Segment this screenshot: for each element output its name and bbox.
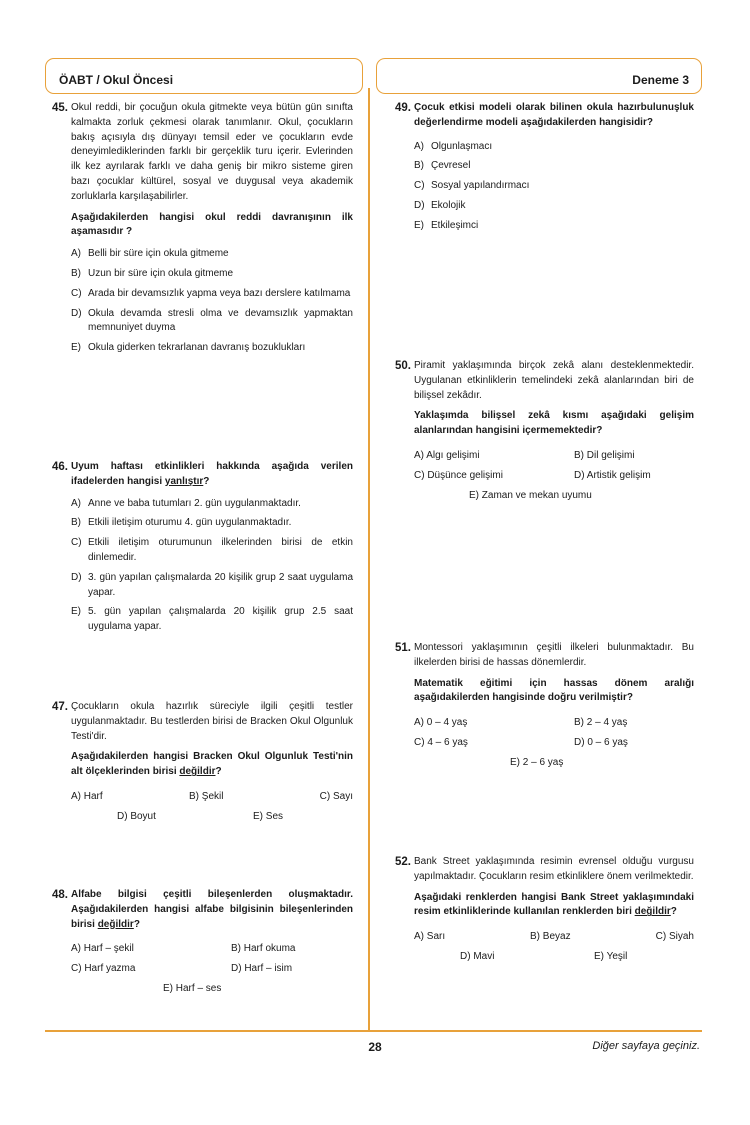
question-46 <box>52 460 353 640</box>
option-c[interactable]: C) Sosyal yapılandırmacı <box>414 180 530 192</box>
question-number: 48. <box>52 889 68 901</box>
option-c[interactable]: C) Siyah <box>655 931 694 943</box>
option-e[interactable]: E) Etkileşimci <box>414 219 479 231</box>
options-list <box>71 497 353 635</box>
option-a[interactable]: A) Olgunlaşmacı <box>414 140 493 152</box>
question-prompt: Matematik eğitimi için hassas dönem aralığı aşağıdakilerden hangisinde doğru verilmiştir? <box>414 677 694 704</box>
option-b[interactable]: B) Şekil <box>189 790 224 802</box>
option-a[interactable]: A) Belli bir süre için okula gitmeme <box>71 248 229 260</box>
header-left-box <box>45 58 363 94</box>
header-right-box <box>376 58 702 94</box>
question-number: 50. <box>395 360 411 372</box>
question-prompt: Aşağıdakilerden hangisi Bracken Okul Olgunluk Testi'nin alt ölçeklerinden birisi değildir? <box>71 751 353 778</box>
option-c[interactable]: C) Arada bir devamsızlık yapma veya bazı derslere katılmama <box>71 287 351 299</box>
option-c[interactable]: C) Harf yazma <box>71 963 136 975</box>
option-c[interactable]: C) 4 – 6 yaş <box>414 737 468 749</box>
question-prompt: Çocuk etkisi modeli olarak bilinen okula hazırbulunuşluk değerlendirme modeli aşağıdakilerden hangisidir? <box>414 102 694 128</box>
question-50 <box>395 359 694 509</box>
options-list <box>71 942 353 997</box>
option-e[interactable]: E) Yeşil <box>594 951 628 963</box>
question-prompt: Alfabe bilgisi çeşitli bileşenlerden oluşmaktadır. Aşağıdakilerden hangisi alfabe bilgisinin bileşenlerinden birisi değildir? <box>71 889 353 930</box>
option-e[interactable]: E) Zaman ve mekan uyumu <box>469 489 592 501</box>
question-number: 47. <box>52 701 68 713</box>
question-number: 52. <box>395 856 411 868</box>
option-c[interactable]: C) Sayı <box>319 790 353 802</box>
option-c[interactable]: C) Etkili iletişim oturumunun ilkelerinden birisi de etkin dinlemedir. <box>71 537 353 563</box>
option-d[interactable]: D) 3. gün yapılan çalışmalarda 20 kişilik grup 2 saat uygulama yapar. <box>71 571 353 598</box>
next-page-note: Diğer sayfaya geçiniz. <box>592 1040 700 1052</box>
question-47 <box>52 700 353 830</box>
question-prompt: Aşağıdaki renklerden hangisi Bank Street yaklaşımındaki resim etkinliklerinde kullanılan renklerden biri değildir? <box>414 891 694 918</box>
question-stem: Piramit yaklaşımında birçok zekâ alanı desteklenmektedir. Uygulanan etkinliklerin temelindeki zekâ alanlarından biri de bilişsel zekâdır. <box>414 360 694 401</box>
question-stem: Montessori yaklaşımının çeşitli ilkeleri bulunmaktadır. Bu ilkelerden birisi de hassas dönemlerdir. <box>414 642 694 668</box>
options-list <box>414 930 694 965</box>
option-d[interactable]: D) Artistik gelişim <box>574 469 651 481</box>
option-d[interactable]: D) Mavi <box>460 951 495 963</box>
question-48 <box>52 888 353 1002</box>
question-49 <box>395 101 694 239</box>
option-d[interactable]: D) Harf – isim <box>231 963 293 975</box>
question-stem: Bank Street yaklaşımında resimin evrensel olduğu vurgusu yapılmaktadır. Çocukların resim etkinliklere önem verilmektedir. <box>414 856 694 882</box>
option-d[interactable]: D) Okula devamda stresli olma ve devamsızlık yapmaktan memnuniyet duyma <box>71 307 353 334</box>
page-number: 28 <box>368 1040 382 1054</box>
question-prompt: Uyum haftası etkinlikleri hakkında aşağıda verilen ifadelerden hangisi yanlıştır? <box>71 461 353 487</box>
question-stem: Okul reddi, bir çocuğun okula gitmekte veya bütün gün sınıfta kalmakta zorluk çekmesi olarak tanımlanır. Okul, çocukların bakış açısıyla dış dünyayı temsil eder ve çocukların evde deneyimlediklerinden farklı bir gerçeklik turu içerir. Evlerinden ilk kez ayrılarak farklı ve daha geniş bir mikro sisteme giren bazı çocuklar kültürel, sosyal ve duygusal veya akademik zorluklarla karşılaşabilirler. <box>71 102 353 202</box>
option-a[interactable]: A) Sarı <box>414 931 446 943</box>
question-prompt: Aşağıdakilerden hangisi okul reddi davranışının ilk aşamasıdır ? <box>71 211 353 238</box>
options-list <box>71 790 353 825</box>
column-divider <box>368 88 370 1030</box>
option-e[interactable]: E) Ses <box>253 810 284 822</box>
option-b[interactable]: B) 2 – 4 yaş <box>574 717 628 729</box>
option-a[interactable]: A) Harf – şekil <box>71 943 134 955</box>
option-a[interactable]: A) Algı gelişimi <box>414 449 480 461</box>
exam-edition: Deneme 3 <box>632 73 689 87</box>
question-prompt: Yaklaşımda bilişsel zekâ kısmı aşağıdaki gelişim alanlarından hangisini içermemektedir? <box>414 410 694 437</box>
options-list <box>414 716 694 771</box>
question-51 <box>395 641 694 776</box>
option-d[interactable]: D) Ekolojik <box>414 199 466 211</box>
option-b[interactable]: B) Dil gelişimi <box>574 449 635 461</box>
option-d[interactable]: D) Boyut <box>117 810 156 822</box>
option-a[interactable]: A) Anne ve baba tutumları 2. gün uygulanmaktadır. <box>71 497 301 509</box>
option-b[interactable]: B) Etkili iletişim oturumu 4. gün uygulanmaktadır. <box>71 517 292 529</box>
question-number: 45. <box>52 102 68 114</box>
option-b[interactable]: B) Çevresel <box>414 160 471 172</box>
option-a[interactable]: A) 0 – 4 yaş <box>414 717 468 729</box>
option-e[interactable]: E) Harf – ses <box>163 983 222 995</box>
option-a[interactable]: A) Harf <box>71 790 103 802</box>
exam-title: ÖABT / Okul Öncesi <box>59 73 174 87</box>
question-45 <box>52 101 353 361</box>
options-list <box>71 247 353 356</box>
question-stem: Çocukların okula hazırlık süreciyle ilgili çeşitli testler uygulanmaktadır. Bu testlerden birisi de Bracken Okul Olgunluk Testi'dir. <box>71 701 353 742</box>
option-d[interactable]: D) 0 – 6 yaş <box>574 737 628 749</box>
question-52 <box>395 855 694 970</box>
option-e[interactable]: E) Okula giderken tekrarlanan davranış bozuklukları <box>71 342 306 354</box>
question-number: 51. <box>395 642 411 654</box>
option-e[interactable]: E) 5. gün yapılan çalışmalarda 20 kişilik grup 2.5 saat uygulama yapar. <box>71 606 353 633</box>
question-number: 46. <box>52 461 68 473</box>
option-b[interactable]: B) Uzun bir süre için okula gitmeme <box>71 267 234 279</box>
option-b[interactable]: B) Harf okuma <box>231 943 296 955</box>
option-e[interactable]: E) 2 – 6 yaş <box>510 757 564 769</box>
question-number: 49. <box>395 102 411 114</box>
option-b[interactable]: B) Beyaz <box>530 931 571 943</box>
options-list <box>414 140 694 234</box>
footer-divider <box>45 1030 702 1032</box>
options-list <box>414 449 694 504</box>
option-c[interactable]: C) Düşünce gelişimi <box>414 469 503 481</box>
